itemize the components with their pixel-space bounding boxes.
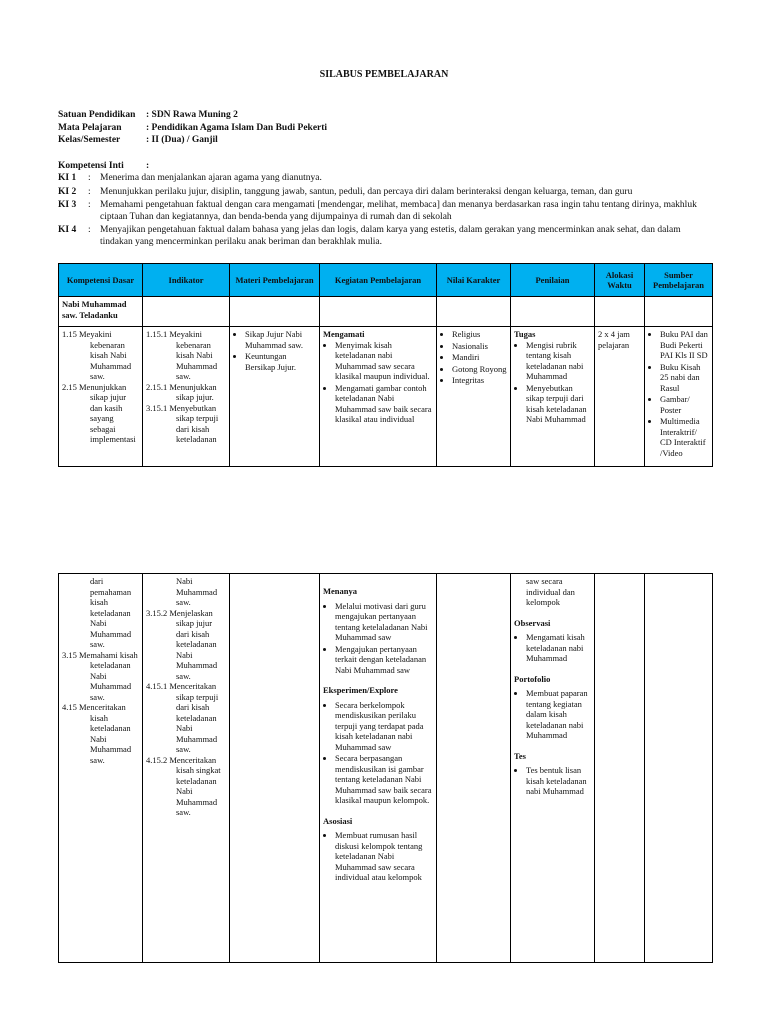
section-row [59,297,713,327]
sumber-item: • Buku PAI dan Budi Pekerti PAI Kls II SD [660,329,709,361]
meta-key: Mata Pelajaran [58,122,122,133]
kegiatan-subtitle: Mengamati [323,329,365,339]
header-alokasi-waktu: Alokasi Waktu [595,264,645,297]
penilaian-item: • Mengisi rubrik tentang kisah keteladanan nabi Muhammad [526,340,591,382]
indikator-item: 4.15.2 Menceritakan kisah singkat keteladanan Nabi Muhammad saw. [146,754,221,817]
ki-colon: : [88,200,91,210]
meta-key: Satuan Pendidikan [58,110,136,120]
header-kompetensi-dasar: Kompetensi Dasar [59,264,143,297]
ki-code: KI 4 [58,225,77,235]
materi-cell [230,327,320,467]
header-penilaian: Penilaian [511,264,595,297]
meta-row [58,109,327,122]
page-title: SILABUS PEMBELAJARAN [319,69,449,80]
penilaian-subtitle: Observasi [514,617,551,628]
penilaian-cell [511,327,595,467]
syllabus-table-page1 [58,263,713,467]
meta-row [58,122,327,135]
header-sumber: Sumber Pembelajaran [645,264,713,297]
ki-colon: : [88,225,91,235]
sumber-cell [645,574,713,963]
identity-block [58,109,327,147]
ki-colon: : [88,186,91,197]
alokasi-cell: 2 x 4 jam pelajaran [595,327,645,467]
penilaian-subtitle: Tes [514,750,526,761]
header-nilai-karakter: Nilai Karakter [437,264,511,297]
sumber-item: • Multimedia Interaktrif/ CD Interaktif /Video [660,416,709,458]
kegiatan-cell [320,327,437,467]
ki-code: KI 3 [58,200,77,210]
ki-text: Memahami pengetahuan faktual dengan cara mengamati [mendengar, melihat, membaca] dan menanya berdasarkan rasa ingin tahu tentang dirinya, makhluk ciptaan Tuhan dan kegiatannya, dan benda-benda yang dijumpainya di rumah dan di sekolah [100,200,697,222]
nilai-cell [437,574,511,963]
indikator-item: 3.15.1 Menyebutkan sikap terpuji dari kisah keteladanan [146,402,219,444]
alokasi-cell [595,574,645,963]
nilai-item: • Integritas [452,375,507,386]
kegiatan-subtitle: Asosiasi [323,815,353,826]
empty-cell [595,297,645,327]
ki-item [58,225,698,248]
kegiatan-subtitle: Menanya [323,586,357,596]
header-kegiatan: Kegiatan Pembelajaran [320,264,437,297]
ki-item [58,200,698,223]
empty-cell [511,297,595,327]
meta-value: : SDN Rawa Muning 2 [146,110,238,120]
indikator-item: 2.15.1 Menunjukkan sikap jujur. [146,381,217,402]
ki-text: Menunjukkan perilaku jujur, disiplin, tanggung jawab, santun, peduli, dan percaya diri dalam berinteraksi dengan keluarga, teman, dan guru [100,186,633,197]
nilai-item: • Religius [452,329,507,340]
kegiatan-item: • Mengamati gambar contoh keteladanan Nabi Muhammad saw baik secara klasikal atau individual [335,383,433,425]
kd-cell [59,574,143,963]
ki-list [58,173,698,250]
penilaian-cell [511,574,595,963]
ki-heading [58,161,149,171]
penilaian-item: • Tes bentuk lisan kisah keteladanan nabi Muhammad [526,765,591,797]
materi-item: • Keuntungan Bersikap Jujur. [245,351,316,372]
indikator-item: 3.15.2 Menjelaskan sikap jujur dari kisah keteladanan Nabi Muhammad saw. [146,607,218,681]
sumber-item: • Gambar/ Poster [660,394,709,415]
ki-heading-colon: : [146,161,150,171]
empty-cell [437,297,511,327]
kegiatan-item: • Melalui motivasi dari guru mengajukan pertanyaan tentang ketelaladanan Nabi Muhammad saw [335,601,433,643]
ki-heading-label: Kompetensi Inti [58,161,124,171]
sumber-item: • Buku Kisah 25 nabi dan Rasul [660,362,709,394]
materi-item: • Sikap Jujur Nabi Muhammad saw. [245,329,316,350]
empty-cell [645,297,713,327]
meta-value: : Pendidikan Agama Islam Dan Budi Pekerti [146,122,328,133]
syllabus-table-page2 [58,573,713,963]
table-row [59,327,713,467]
indikator-item: 1.15.1 Meyakini kebenaran kisah Nabi Muhammad saw. [146,329,218,381]
empty-cell [143,297,230,327]
kegiatan-cell [320,574,437,963]
meta-key: Kelas/Semester [58,135,121,145]
indikator-cell [143,574,230,963]
section-title: Nabi Muhammad saw. Teladanku [59,297,143,327]
meta-value: : II (Dua) / Ganjil [146,135,218,145]
ki-colon: : [88,173,91,183]
penilaian-item: • Menyebutkan sikap terpuji dari kisah keteladanan Nabi Muhammad [526,383,591,425]
penilaian-continued: saw secara individual dan kelompok [526,576,575,607]
sumber-cell [645,327,713,467]
indikator-item: Nabi Muhammad saw. [176,576,218,607]
meta-row [58,134,327,147]
ki-code: KI 2 [58,186,77,197]
ki-text: Menerima dan menjalankan ajaran agama yang dianutnya. [100,173,322,183]
indikator-cell [143,327,230,467]
penilaian-subtitle: Tugas [514,329,536,339]
penilaian-item: • Mengamati kisah keteladanan nabi Muhammad [526,632,591,664]
table-header-row [59,264,713,297]
ki-text: Menyajikan pengetahuan faktual dalam bahasa yang jelas dan logis, dalam karya yang estetis, dalam gerakan yang mencerminkan anak sehat, dan dalam tindakan yang mencerminkan perilaku anak beriman dan berakhlak mulia. [100,225,681,247]
empty-cell [320,297,437,327]
nilai-cell [437,327,511,467]
kegiatan-item: • Secara berkelompok mendiskusikan perilaku terpuji yang terdapat pada kisah keteladanan nabi Muhammad saw [335,700,433,753]
penilaian-subtitle: Portofolio [514,673,551,684]
nilai-item: • Gotong Royong [452,364,507,375]
header-materi: Materi Pembelajaran [230,264,320,297]
kd-cell [59,327,143,467]
header-indikator: Indikator [143,264,230,297]
kd-item: 4.15 Menceritakan kisah keteladanan Nabi Muhammad saw. [62,702,132,765]
kd-item: 1.15 Meyakini kebenaran kisah Nabi Muhammad saw. [62,329,132,381]
table-row [59,574,713,963]
kegiatan-item: • Menyimak kisah keteladanan nabi Muhammad saw secara klasikal maupun individual. [335,340,433,382]
empty-cell [230,297,320,327]
kegiatan-item: • Secara berpasangan mendiskusikan isi gambar tentang keteladanan Nabi Muhammad saw baik secara klasikal maupun kelompok. [335,753,433,806]
nilai-item: • Nasionalis [452,341,507,352]
materi-cell [230,574,320,963]
ki-code: KI 1 [58,173,77,183]
nilai-item: • Mandiri [452,352,507,363]
kd-item: 3.15 Memahami kisah keteladanan Nabi Muhammad saw. [62,649,138,702]
ki-item [58,187,698,199]
ki-item [58,173,698,185]
kegiatan-subtitle: Eksperimen/Explore [323,685,398,695]
indikator-item: 4.15.1 Menceritakan sikap terpuji dari kisah keteladanan Nabi Muhammad saw. [146,681,219,754]
kd-item: 2.15 Menunjukkan sikap jujur dan kasih sayang sebagai implementasi [62,381,136,444]
kegiatan-item: • Membuat rumusan hasil diskusi kelompok tentang keteladanan Nabi Muhammad saw secara individual atau kelompok [335,830,433,883]
kd-item: dari pemahaman kisah keteladanan Nabi Muhammad saw. [90,576,132,649]
penilaian-item: • Membuat paparan tentang kegiatan dalam kisah keteladanan nabi Muhammad [526,688,591,741]
kegiatan-item: • Mengajukan pertanyaan terkait dengan keteladanan Nabi Muhammad saw [335,644,433,676]
